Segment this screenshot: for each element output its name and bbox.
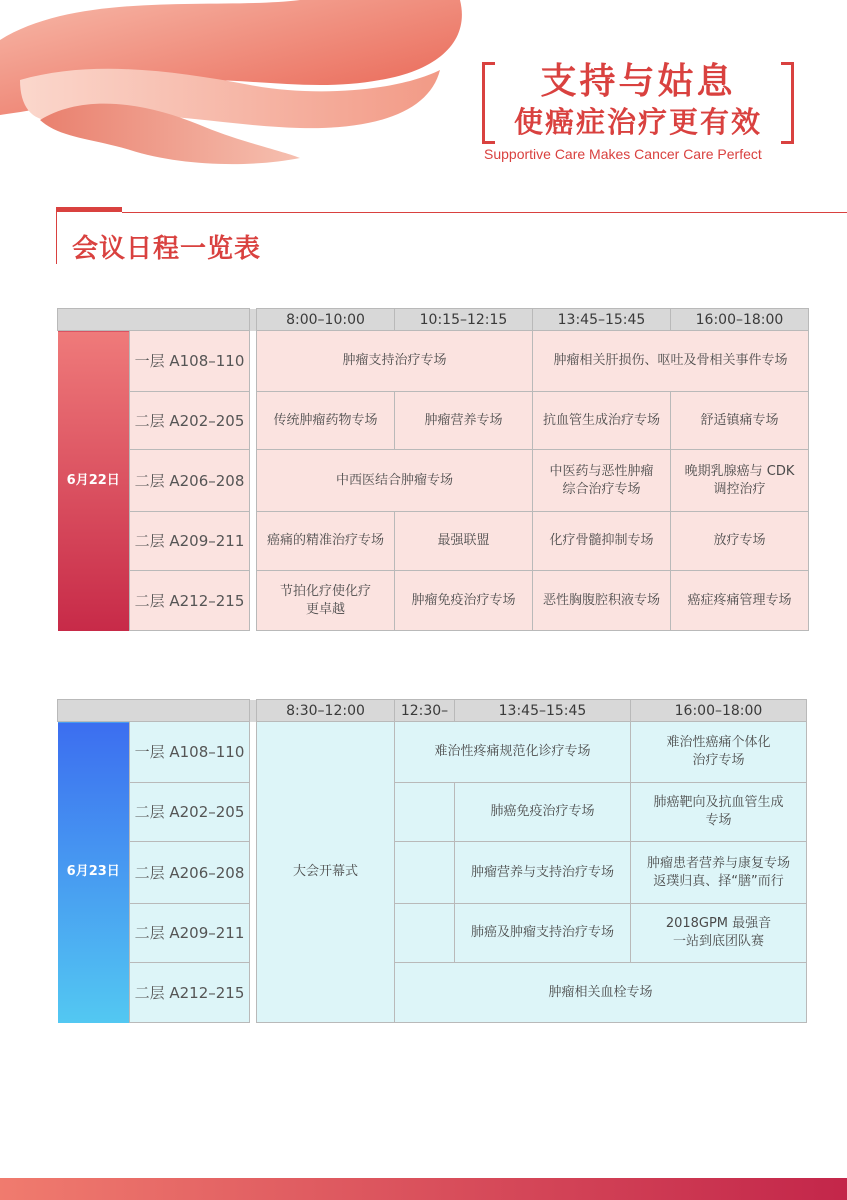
session-cell <box>257 571 395 631</box>
session-line: 肺癌靶向及抗血管生成 <box>653 795 784 810</box>
session-cell <box>533 450 671 512</box>
session-line: 更卓越 <box>305 601 345 617</box>
session-cell: 难治性疼痛规范化诊疗专场 <box>395 722 631 783</box>
session-cell: 肿瘤相关血栓专场 <box>395 963 807 1023</box>
header-blank <box>58 700 250 722</box>
session-cell <box>631 842 807 904</box>
column-gap <box>250 963 257 1023</box>
room-label: 二层 A206–208 <box>130 842 250 904</box>
column-gap <box>250 904 257 963</box>
section-title: 会议日程一览表 <box>72 234 262 264</box>
session-cell: 肺癌及肿瘤支持治疗专场 <box>455 904 631 963</box>
session-line: 晚期乳腺癌与 CDK <box>684 463 795 479</box>
room-label: 二层 A206–208 <box>130 450 250 512</box>
session-cell <box>631 722 807 783</box>
table-row <box>58 963 807 1023</box>
session-line: 中医药与恶性肿瘤 <box>549 463 654 479</box>
room-label: 二层 A202–205 <box>130 783 250 842</box>
column-gap <box>250 783 257 842</box>
column-gap <box>250 842 257 904</box>
column-gap <box>250 309 257 331</box>
session-cell: 肺癌免疫治疗专场 <box>455 783 631 842</box>
title-bracket-left <box>482 62 495 144</box>
session-cell: 癌痛的精准治疗专场 <box>257 512 395 571</box>
column-gap <box>250 571 257 631</box>
session-cell <box>671 450 809 512</box>
room-label: 二层 A212–215 <box>130 571 250 631</box>
session-cell-opening: 大会开幕式 <box>257 722 395 1023</box>
time-slot-4: 16:00–18:00 <box>631 700 807 722</box>
session-cell: 肿瘤支持治疗专场 <box>257 331 533 392</box>
time-slot-3: 13:45–15:45 <box>533 309 671 331</box>
time-slot-1: 8:30–12:00 <box>257 700 395 722</box>
title-line-1: 支持与姑息 <box>540 61 736 102</box>
session-cell: 肿瘤营养专场 <box>395 392 533 450</box>
room-label: 二层 A212–215 <box>130 963 250 1023</box>
session-line: 节拍化疗使化疗 <box>279 583 371 599</box>
empty-cell <box>395 783 455 842</box>
english-subtitle: Supportive Care Makes Cancer Care Perfect <box>484 146 762 162</box>
session-cell: 抗血管生成治疗专场 <box>533 392 671 450</box>
column-gap <box>250 392 257 450</box>
session-cell: 放疗专场 <box>671 512 809 571</box>
table-row <box>58 331 809 392</box>
session-cell: 舒适镇痛专场 <box>671 392 809 450</box>
footer-accent-bar <box>0 1178 847 1200</box>
section-vertical-rule <box>56 212 57 264</box>
time-slot-3: 13:45–15:45 <box>455 700 631 722</box>
time-header-row <box>58 309 809 331</box>
section-accent-bar <box>56 207 122 212</box>
session-cell: 肿瘤营养与支持治疗专场 <box>455 842 631 904</box>
room-label: 二层 A202–205 <box>130 392 250 450</box>
session-cell: 癌症疼痛管理专场 <box>671 571 809 631</box>
decorative-ribbon <box>0 0 480 170</box>
date-label: 6月23日 <box>58 722 130 1023</box>
empty-cell <box>395 842 455 904</box>
room-label: 一层 A108–110 <box>130 722 250 783</box>
header-title-block <box>482 60 794 144</box>
session-line: 难治性癌痛个体化 <box>666 735 771 750</box>
title-line-2: 使癌症治疗更有效 <box>513 105 762 139</box>
session-line: 2018GPM 最强音 <box>665 916 772 931</box>
session-line: 肿瘤患者营养与康复专场 <box>646 855 790 871</box>
time-slot-2: 12:30– <box>395 700 455 722</box>
session-cell: 恶性胸腹腔积液专场 <box>533 571 671 631</box>
table-row <box>58 783 807 842</box>
time-slot-2: 10:15–12:15 <box>395 309 533 331</box>
session-cell: 最强联盟 <box>395 512 533 571</box>
time-slot-4: 16:00–18:00 <box>671 309 809 331</box>
section-rule <box>122 212 847 213</box>
session-line: 调控治疗 <box>713 481 766 497</box>
session-line: 一站到底团队赛 <box>672 934 764 949</box>
time-header-row <box>58 700 807 722</box>
table-row <box>58 904 807 963</box>
session-line: 专场 <box>705 813 732 828</box>
table-row <box>58 571 809 631</box>
header-blank <box>58 309 250 331</box>
table-row <box>58 450 809 512</box>
column-gap <box>250 700 257 722</box>
session-line: 返璞归真、择“膳”而行 <box>653 873 784 889</box>
session-line: 治疗专场 <box>692 753 745 768</box>
table-row <box>58 512 809 571</box>
session-cell: 化疗骨髓抑制专场 <box>533 512 671 571</box>
table-row <box>58 842 807 904</box>
time-slot-1: 8:00–10:00 <box>257 309 395 331</box>
table-row <box>58 722 807 783</box>
column-gap <box>250 331 257 392</box>
schedule-table-day1 <box>57 308 809 631</box>
session-cell: 传统肿瘤药物专场 <box>257 392 395 450</box>
empty-cell <box>395 904 455 963</box>
session-cell: 肿瘤免疫治疗专场 <box>395 571 533 631</box>
column-gap <box>250 450 257 512</box>
room-label: 二层 A209–211 <box>130 904 250 963</box>
column-gap <box>250 512 257 571</box>
column-gap <box>250 722 257 783</box>
room-label: 一层 A108–110 <box>130 331 250 392</box>
schedule-table-day2 <box>57 699 807 1023</box>
date-label: 6月22日 <box>58 331 130 631</box>
session-cell: 中西医结合肿瘤专场 <box>257 450 533 512</box>
table-row <box>58 392 809 450</box>
room-label: 二层 A209–211 <box>130 512 250 571</box>
session-cell <box>631 904 807 963</box>
session-line: 综合治疗专场 <box>562 481 641 497</box>
session-cell <box>631 783 807 842</box>
session-cell: 肿瘤相关肝损伤、呕吐及骨相关事件专场 <box>533 331 809 392</box>
title-bracket-right <box>781 62 794 144</box>
